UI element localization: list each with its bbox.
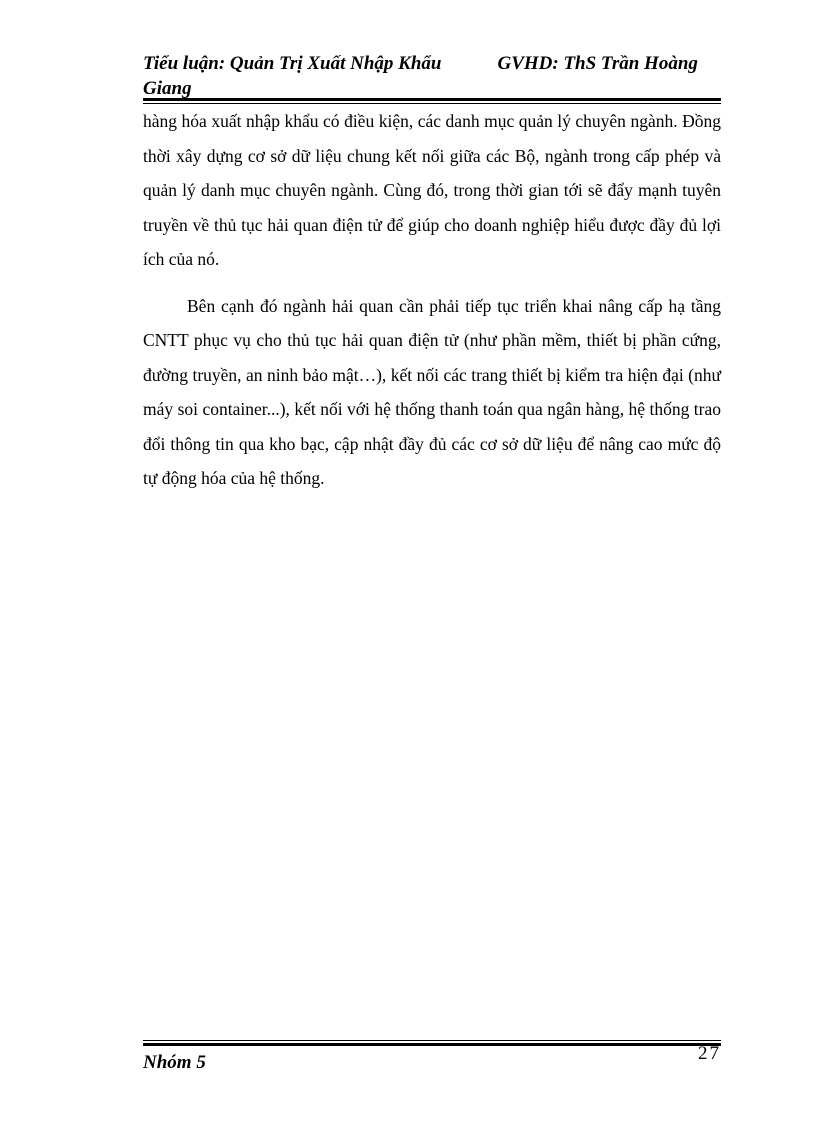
paragraph: Bên cạnh đó ngành hải quan cần phải tiếp tục triển khai nâng cấp hạ tầng CNTT phục vụ cho thủ tục hải quan điện tử (như phần mềm, thiết bị phần cứng, đường truyền, an ninh bảo mật…), kết nối các trang thiết bị kiểm tra hiện đại (như máy soi container...), kết nối với hệ thống thanh toán qua ngân hàng, hệ thống trao đổi thông tin qua kho bạc, cập nhật đầy đủ các cơ sở dữ liệu để nâng cao mức độ tự động hóa của hệ thống. (143, 295, 721, 488)
page-number: 27 (698, 1043, 721, 1064)
document-body (143, 104, 721, 496)
header-divider (143, 98, 721, 101)
group-label: Nhóm 5 (143, 1052, 206, 1073)
paragraph-continued: hàng hóa xuất nhập khẩu có điều kiện, các danh mục quản lý chuyên ngành. Đồng thời xây dựng cơ sở dữ liệu chung kết nối giữa các Bộ, ngành trong cấp phép và quản lý danh mục chuyên ngành. Cùng đó, trong thời gian tới sẽ đẩy mạnh tuyên truyền về thủ tục hải quan điện tử để giúp cho doanh nghiệp hiểu được đầy đủ lợi ích của nó. (143, 111, 721, 269)
instructor-name: GVHD: ThS Trần Hoàng Giang (143, 53, 698, 99)
footer-divider (143, 1043, 721, 1046)
footer-divider-thin (143, 1040, 721, 1041)
page-header (143, 51, 721, 101)
page-footer (143, 1043, 721, 1078)
course-title: Tiểu luận: Quản Trị Xuất Nhập Khẩu (143, 53, 442, 74)
